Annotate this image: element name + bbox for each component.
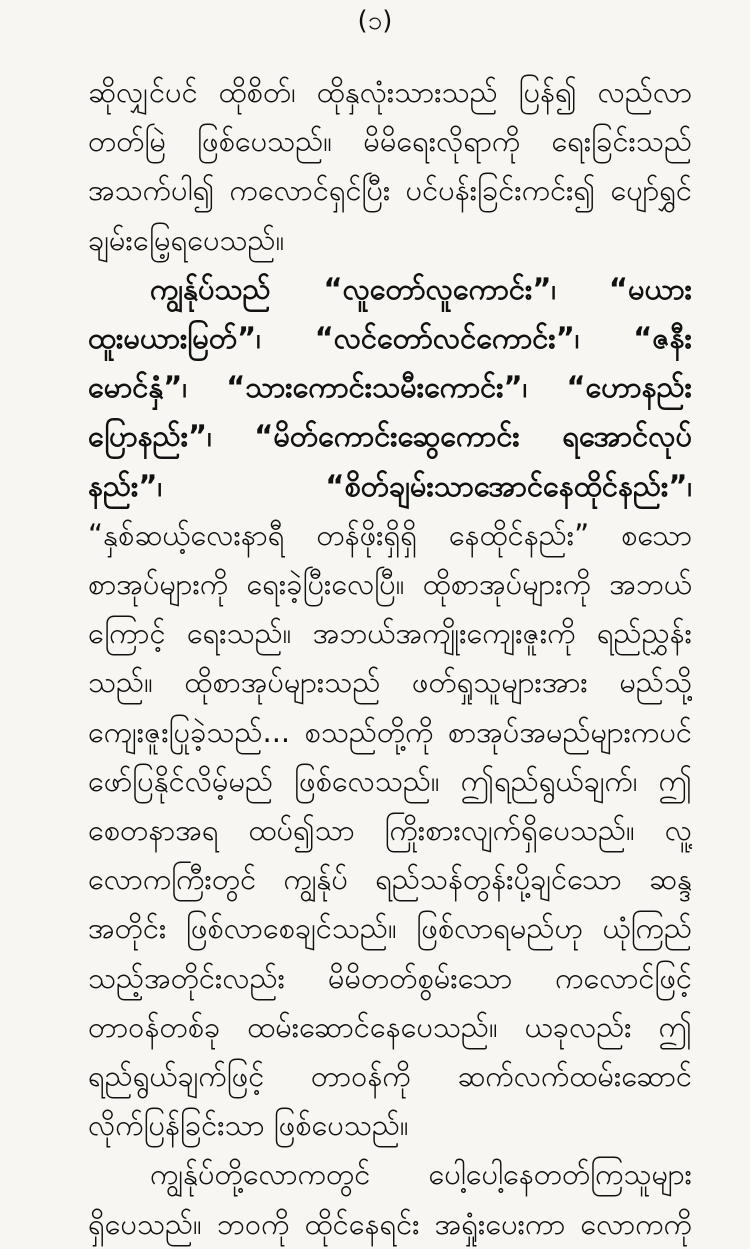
text-line: ဆိုလျှင်ပင် ထိုစိတ်၊ ထိုနှလုံးသားသည် ပြန်၍ လည်လာ bbox=[88, 75, 692, 109]
text-line: ချမ်းမြေ့ရပေသည်။ bbox=[88, 222, 285, 257]
text-line: ဖော်ပြနိုင်လိမ့်မည် ဖြစ်လေသည်။ ဤရည်ရွယ်ချက်၊ ဤ bbox=[88, 763, 692, 798]
page-number: (၁) bbox=[357, 6, 393, 36]
text-line: တတ်မြဲ ဖြစ်ပေသည်။ မိမိရေးလိုရာကို ရေးခြင်းသည် bbox=[88, 124, 692, 159]
text-line: ကြောင့် ရေးသည်။ အဘယ်အကျိုးကျေးဇူးကို ရည်ညွှန်း bbox=[88, 616, 692, 651]
text-line: လောကကြီးတွင် ကျွန်ုပ် ရည်သန်တွန်းပို့ချင်သော ဆန္ဒ bbox=[88, 862, 692, 897]
text-line: နည်း”၊ “စိတ်ချမ်းသာအောင်နေထိုင်နည်း”၊ bbox=[88, 468, 692, 503]
text-line: တာဝန်တစ်ခု ထမ်းဆောင်နေပေသည်။ ယခုလည်း ဤ bbox=[88, 1009, 692, 1044]
text-line: စာအုပ်များကို ရေးခဲ့ပြီးလေပြီ။ ထိုစာအုပ်များကို အဘယ် bbox=[88, 567, 692, 602]
text-line: ပြောနည်း”၊ “မိတ်ကောင်းဆွေကောင်း ရအောင်လုပ် bbox=[88, 419, 692, 454]
text-line: သည့်အတိုင်းလည်း မိမိတတ်စွမ်းသော ကလောင်ဖြင့် bbox=[88, 960, 692, 995]
text-line: စေတနာအရ ထပ်၍သာ ကြိုးစားလျက်ရှိပေသည်။ လူ့ bbox=[88, 813, 692, 848]
text-line: လိုက်ပြန်ခြင်းသာ ဖြစ်ပေသည်။ bbox=[88, 1108, 409, 1143]
text-line: ရှိပေသည်။ ဘဝကို ထိုင်နေရင်း အရှုံးပေးကာ လောကကို bbox=[88, 1206, 692, 1241]
text-line: ကျွန်ုပ်တို့လောကတွင် ပေါ့ပေါ့နေတတ်ကြသူများ bbox=[150, 1157, 692, 1192]
text-line: ကျွန်ုပ်သည် “လူတော်လူကောင်း”၊ “မယား bbox=[150, 271, 692, 306]
text-line: မောင်နှံ”၊ “သားကောင်းသမီးကောင်း”၊ “ဟောနည်း bbox=[88, 370, 692, 405]
text-line: အသက်ပါ၍ ကလောင်ရှင်ပြီး ပင်ပန်းခြင်းကင်း၍ ပျော်ရွှင် bbox=[88, 173, 692, 208]
body-text bbox=[88, 68, 692, 1249]
text-line: အတိုင်း ဖြစ်လာစေချင်သည်။ ဖြစ်လာရမည်ဟု ယုံကြည် bbox=[88, 911, 692, 946]
text-line: ကျေးဇူးပြုခဲ့သည်... စသည်တို့ကို စာအုပ်အမည်များကပင် bbox=[88, 714, 692, 749]
text-line: “နှစ်ဆယ့်လေးနာရီ တန်ဖိုးရှိရှိ နေထိုင်နည်း” စသော bbox=[88, 517, 692, 552]
text-line: ထူးမယားမြတ်”၊ “လင်တော်လင်ကောင်း”၊ “ဇနီး bbox=[88, 321, 692, 356]
text-line: သည်။ ထိုစာအုပ်များသည် ဖတ်ရှုသူများအား မည်သို့ bbox=[88, 665, 692, 700]
text-line: ရည်ရွယ်ချက်ဖြင့် တာဝန်ကို ဆက်လက်ထမ်းဆောင် bbox=[88, 1059, 692, 1094]
